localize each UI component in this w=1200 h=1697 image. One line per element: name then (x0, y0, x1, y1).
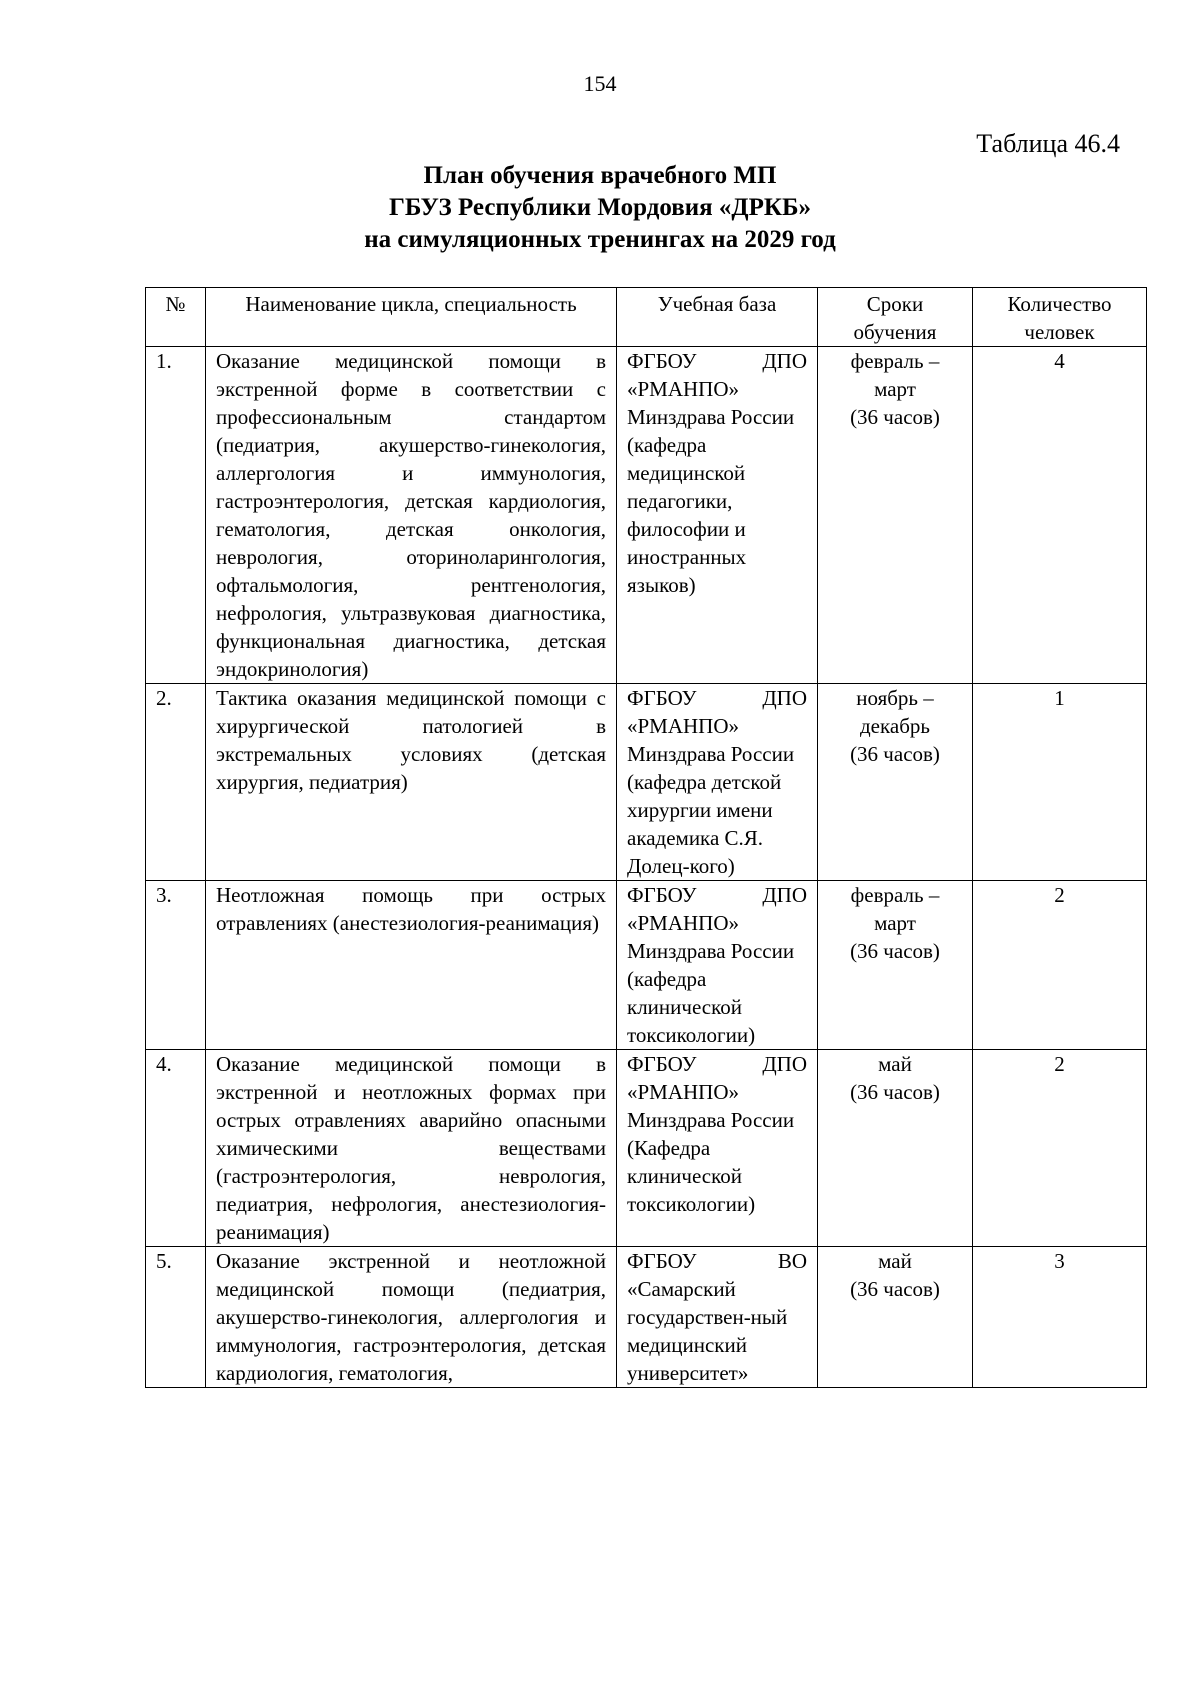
row-base-line-1: ФГБОУ ДПО (627, 883, 807, 907)
row-term-hours: (36 часов) (850, 742, 940, 766)
row-number: 5. (146, 1247, 206, 1388)
header-term (818, 288, 973, 347)
table-header-row (146, 288, 1147, 347)
row-term-hours: (36 часов) (850, 405, 940, 429)
row-term-line-1: май (878, 1052, 912, 1076)
row-term (818, 1247, 973, 1388)
row-term-line-1: май (878, 1249, 912, 1273)
row-term-line-1: февраль – (850, 349, 940, 373)
row-count: 4 (973, 347, 1147, 684)
table-row (146, 347, 1147, 684)
row-count: 2 (973, 881, 1147, 1050)
row-base-line-1: ФГБОУ ДПО (627, 1052, 807, 1076)
table-row (146, 1247, 1147, 1388)
row-base-rest: «РМАНПО» Минздрава России (Кафедра клинической токсикологии) (627, 1080, 795, 1216)
header-count (973, 288, 1147, 347)
row-number: 4. (146, 1050, 206, 1247)
row-base-rest: «РМАНПО» Минздрава России (кафедра медицинской педагогики, философии и иностранных языков) (627, 377, 795, 597)
header-count-line-2: человек (1024, 320, 1095, 344)
row-training-base (617, 881, 818, 1050)
header-num: № (146, 288, 206, 347)
training-plan-table (145, 287, 1147, 1388)
row-term-line-2: март (874, 911, 916, 935)
page-number: 154 (583, 71, 617, 96)
header-base: Учебная база (617, 288, 818, 347)
row-base-line-1: ФГБОУ ДПО (627, 349, 807, 373)
table-row (146, 684, 1147, 881)
row-cycle-name: Оказание медицинской помощи в экстренной и неотложных формах при острых отравлениях аварийно опасными химическими веществами (гастроэнтерология, неврология, педиатрия, нефрология, анестезиология-реанимация) (206, 1050, 617, 1247)
row-number: 1. (146, 347, 206, 684)
row-cycle-name: Тактика оказания медицинской помощи с хирургической патологией в экстремальных условиях (детская хирургия, педиатрия) (206, 684, 617, 881)
row-training-base (617, 1050, 818, 1247)
row-base-rest: «РМАНПО» Минздрава России (кафедра детской хирургии имени академика С.Я. Долец-кого) (627, 714, 795, 878)
row-count: 2 (973, 1050, 1147, 1247)
table-row (146, 881, 1147, 1050)
header-term-line-1: Сроки (866, 292, 924, 316)
row-base-line-1: ФГБОУ ВО (627, 1249, 807, 1273)
table-row (146, 1050, 1147, 1247)
row-term (818, 347, 973, 684)
row-term-line-2: декабрь (860, 714, 930, 738)
row-cycle-name: Неотложная помощь при острых отравлениях (анестезиология-реанимация) (206, 881, 617, 1050)
row-term (818, 684, 973, 881)
header-name: Наименование цикла, специальность (206, 288, 617, 347)
row-term-line-1: ноябрь – (856, 686, 934, 710)
row-term-line-2: (36 часов) (850, 1277, 940, 1301)
row-base-line-1: ФГБОУ ДПО (627, 686, 807, 710)
row-count: 1 (973, 684, 1147, 881)
row-term (818, 881, 973, 1050)
row-training-base (617, 347, 818, 684)
row-number: 2. (146, 684, 206, 881)
row-training-base (617, 1247, 818, 1388)
row-cycle-name: Оказание экстренной и неотложной медицинской помощи (педиатрия, акушерство-гинекология, аллергология и иммунология, гастроэнтерология, детская кардиология, гематология, (206, 1247, 617, 1388)
header-count-line-1: Количество (1007, 292, 1112, 316)
document-title (0, 160, 1200, 256)
row-term-hours: (36 часов) (850, 939, 940, 963)
row-number: 3. (146, 881, 206, 1050)
title-line-1: План обучения врачебного МП (423, 162, 777, 189)
row-term-line-2: (36 часов) (850, 1080, 940, 1104)
table-label: Таблица 46.4 (976, 129, 1120, 158)
row-count: 3 (973, 1247, 1147, 1388)
row-term-line-1: февраль – (850, 883, 940, 907)
row-term (818, 1050, 973, 1247)
row-term-line-2: март (874, 377, 916, 401)
header-term-line-2: обучения (853, 320, 937, 344)
title-line-3: на симуляционных тренингах на 2029 год (364, 226, 836, 253)
row-base-rest: «РМАНПО» Минздрава России (кафедра клинической токсикологии) (627, 911, 795, 1047)
title-line-2: ГБУЗ Республики Мордовия «ДРКБ» (388, 194, 812, 221)
row-base-rest: «Самарский государствен-ный медицинский университет» (627, 1277, 788, 1385)
row-cycle-name: Оказание медицинской помощи в экстренной форме в соответствии с профессиональным стандартом (педиатрия, акушерство-гинекология, аллергология и иммунология, гастроэнтерология, детская кардиология, гематология, детская онкология, неврология, оториноларингология, офтальмология, рентгенология, нефрология, ультразвуковая диагностика, функциональная диагностика, детская эндокринология) (206, 347, 617, 684)
row-training-base (617, 684, 818, 881)
